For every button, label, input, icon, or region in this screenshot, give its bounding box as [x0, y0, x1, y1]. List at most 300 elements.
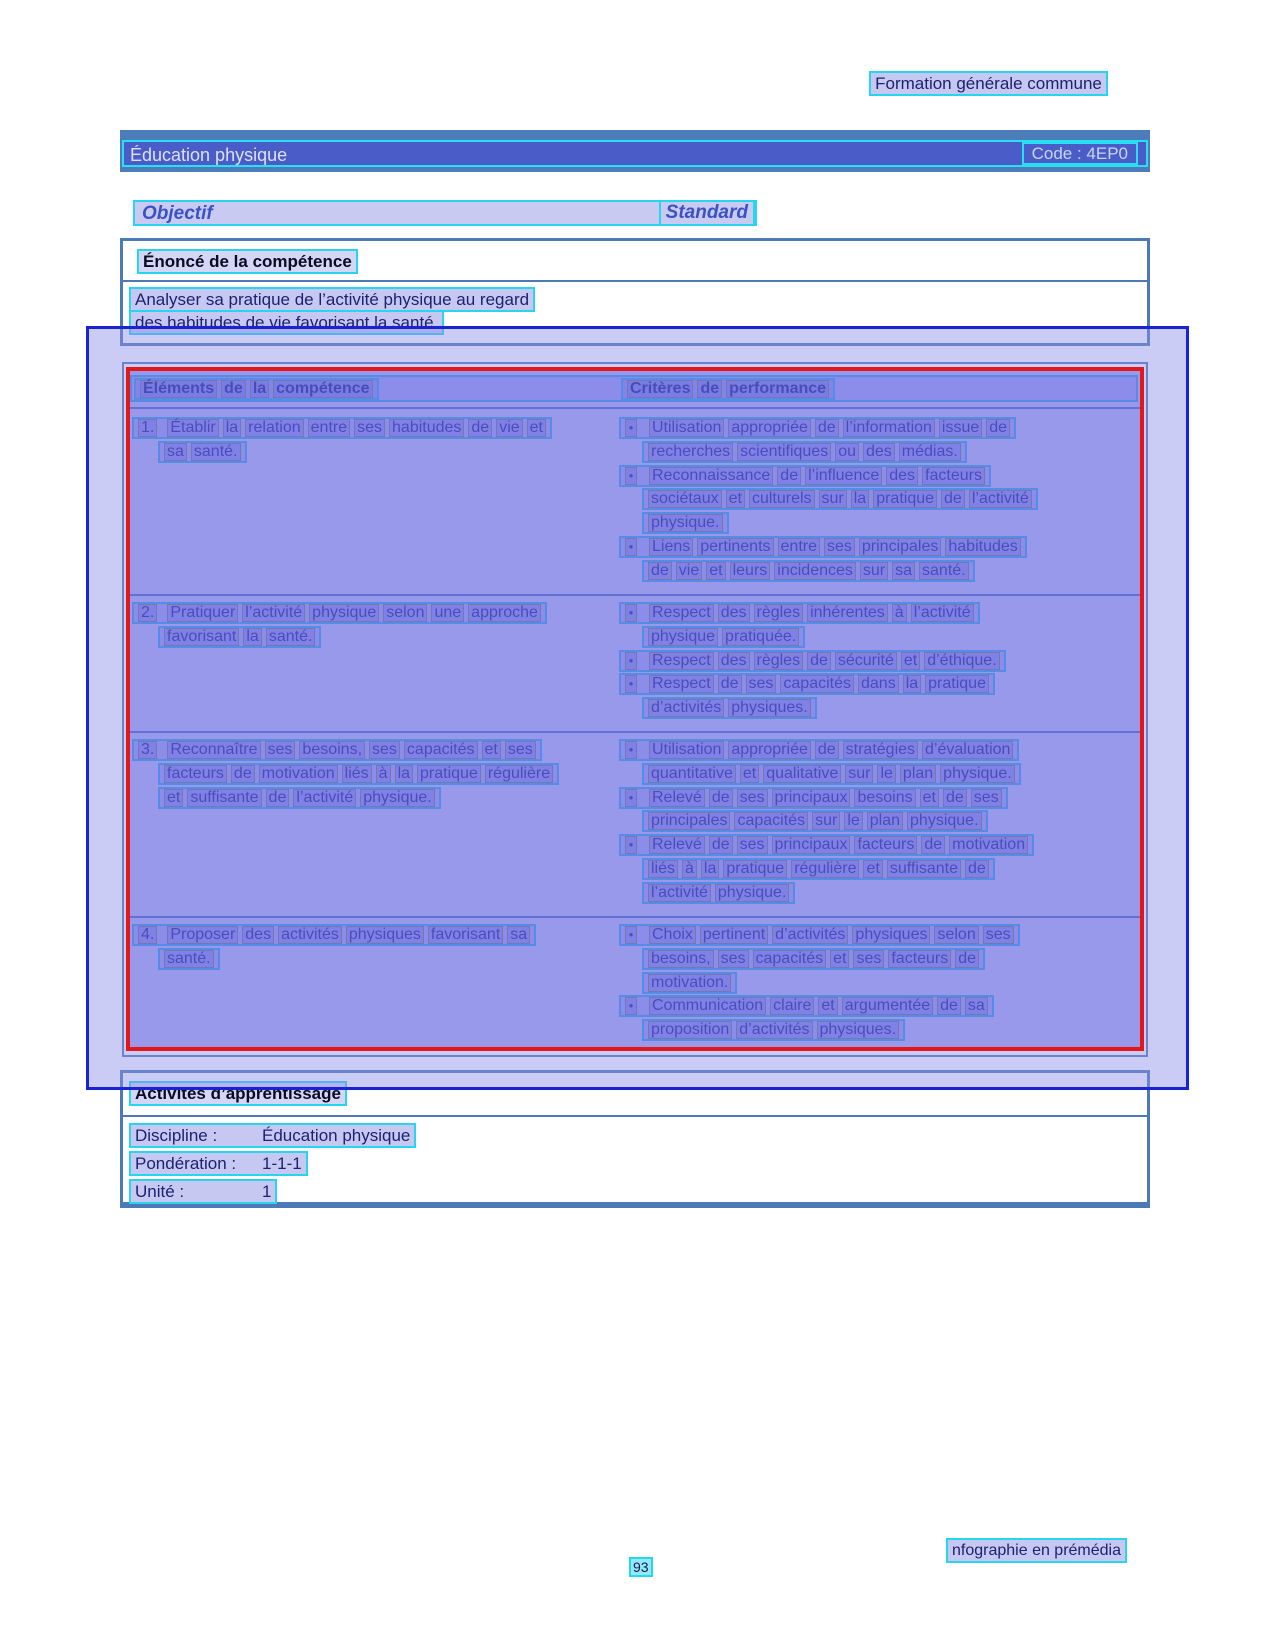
- footer-wrap: [943, 1538, 1130, 1563]
- ocr-line-band: [132, 602, 547, 624]
- ocr-word: santé.: [266, 628, 316, 646]
- ocr-word: la: [851, 490, 869, 508]
- ocr-word: et: [482, 741, 501, 759]
- ocr-line-band: [642, 882, 795, 904]
- ocr-line: [619, 560, 1139, 584]
- ocr-word: la: [903, 675, 921, 693]
- objectif-label: Objectif: [142, 203, 213, 224]
- ocr-line: [621, 378, 835, 402]
- row-separator: [127, 731, 1143, 733]
- ocr-word: capacités: [780, 675, 854, 693]
- ocr-word: physiques: [852, 926, 930, 944]
- ocr-line-band: [619, 417, 1016, 439]
- ocr-word: besoins,: [299, 741, 365, 759]
- ocr-word: régulière: [791, 860, 859, 878]
- ocr-word: capacités: [753, 950, 827, 968]
- ocr-word: habitudes: [945, 538, 1020, 556]
- ocr-word: Respect: [649, 652, 714, 670]
- criteria-cell: [619, 602, 1139, 721]
- ocr-word: Utilisation: [649, 419, 724, 437]
- ocr-line-band: [158, 626, 321, 648]
- ocr-word: ses: [354, 419, 385, 437]
- ocr-word: sur: [860, 562, 888, 580]
- ocr-word: relation: [245, 419, 303, 437]
- ocr-line-band: [621, 378, 835, 400]
- ocr-word: de: [921, 836, 945, 854]
- ocr-word: Éléments: [140, 380, 217, 398]
- ocr-line: [619, 697, 1139, 721]
- row-separator: [127, 407, 1143, 409]
- ocr-word: vie: [496, 419, 522, 437]
- ocr-word: physique.: [648, 514, 723, 532]
- ocr-line-band: [158, 787, 441, 809]
- ocr-word: physique.: [907, 812, 982, 830]
- ocr-word: et: [863, 860, 882, 878]
- ocr-line: [619, 1019, 1139, 1043]
- unite-value: 1: [262, 1182, 272, 1201]
- ocr-word: selon: [383, 604, 427, 622]
- bullet-icon: •: [625, 467, 637, 485]
- ocr-line-band: [642, 697, 817, 719]
- ocr-word: Utilisation: [649, 741, 724, 759]
- ocr-word: santé.: [191, 443, 241, 461]
- ocr-line-band: [619, 834, 1034, 856]
- ocr-word: la: [223, 419, 241, 437]
- bullet-icon: •: [625, 997, 637, 1015]
- ocr-word: la: [395, 765, 413, 783]
- ocr-line: [619, 763, 1139, 787]
- ocr-word: pratique: [723, 860, 787, 878]
- bullet-icon: •: [625, 789, 637, 807]
- discipline-label: Discipline :: [135, 1126, 218, 1145]
- ocr-word: Établir: [167, 419, 218, 437]
- ocr-line: [619, 536, 1139, 560]
- ocr-word: physiques.: [817, 1021, 900, 1039]
- ocr-word: et: [164, 789, 183, 807]
- ocr-word: pertinents: [697, 538, 773, 556]
- ocr-line: [619, 995, 1139, 1019]
- ocr-word: pratiquée.: [722, 628, 799, 646]
- ocr-word: facteurs: [164, 765, 227, 783]
- row-separator: [127, 916, 1143, 918]
- ocr-word: issue: [939, 419, 982, 437]
- ocr-word: règles: [754, 652, 804, 670]
- ocr-word: entre: [308, 419, 350, 437]
- criteria-cell: [619, 417, 1139, 584]
- ocr-word: ses: [505, 741, 536, 759]
- ocr-line-band: [158, 948, 220, 970]
- item-number: 1.: [138, 419, 157, 437]
- ocr-word: règles: [754, 604, 804, 622]
- bullet-icon: •: [625, 604, 637, 622]
- ocr-line: [132, 948, 612, 972]
- ocr-word: physique.: [715, 884, 790, 902]
- ocr-word: approche: [468, 604, 541, 622]
- ocr-line: [619, 417, 1139, 441]
- document-title: Éducation physique: [130, 145, 288, 165]
- ocr-word: leurs: [730, 562, 771, 580]
- element-cell: [132, 417, 612, 465]
- ocr-word: de: [807, 652, 831, 670]
- ocr-word: Liens: [649, 538, 693, 556]
- ocr-line-band: [132, 924, 536, 946]
- row-separator: [127, 594, 1143, 596]
- ocr-line-band: [642, 948, 985, 970]
- ocr-word: sociétaux: [648, 490, 722, 508]
- eyebrow-wrap: [837, 71, 1140, 96]
- ocr-word: culturels: [749, 490, 815, 508]
- ocr-line: [132, 924, 612, 948]
- ocr-word: dans: [858, 675, 899, 693]
- ocr-line-band: [619, 536, 1027, 558]
- ocr-word: ses: [369, 741, 400, 759]
- ocr-line-band: [642, 560, 975, 582]
- ocr-word: physiques: [346, 926, 424, 944]
- ocr-word: performance: [726, 380, 829, 398]
- ocr-word: médias.: [899, 443, 961, 461]
- table-header-band: [130, 375, 1138, 402]
- ocr-word: et: [830, 950, 849, 968]
- ocr-word: sur: [812, 812, 840, 830]
- ocr-line-band: [619, 787, 1008, 809]
- enonce-line: Analyser sa pratique de l’activité physique au regard: [129, 287, 535, 312]
- ocr-word: et: [726, 490, 745, 508]
- ocr-word: Pratiquer: [167, 604, 238, 622]
- ocr-word: de: [937, 997, 961, 1015]
- ocr-line: [619, 512, 1139, 536]
- ocr-word: motivation.: [648, 974, 731, 992]
- ocr-line: [619, 948, 1139, 972]
- bullet-icon: •: [625, 538, 637, 556]
- enonce-separator: [123, 280, 1147, 282]
- ocr-line-band: [619, 465, 991, 487]
- ocr-word: favorisant: [164, 628, 239, 646]
- ocr-word: de: [815, 419, 839, 437]
- ocr-word: appropriée: [728, 741, 811, 759]
- ocr-word: sa: [164, 443, 187, 461]
- ocr-word: capacités: [404, 741, 478, 759]
- ocr-word: d’évaluation: [922, 741, 1013, 759]
- ocr-word: l’information: [843, 419, 935, 437]
- ocr-word: favorisant: [428, 926, 503, 944]
- ocr-word: sa: [965, 997, 988, 1015]
- ocr-word: besoins,: [648, 950, 714, 968]
- ocr-word: Reconnaissance: [649, 467, 773, 485]
- ocr-word: à: [682, 860, 697, 878]
- ocr-line: [132, 763, 612, 787]
- ocr-line-band: [619, 739, 1019, 761]
- item-number: 3.: [138, 741, 157, 759]
- ocr-word: à: [376, 765, 391, 783]
- ocr-word: Relevé: [649, 789, 705, 807]
- ocr-word: le: [877, 765, 895, 783]
- ocr-word: physique: [309, 604, 379, 622]
- ocr-word: des: [718, 652, 750, 670]
- ocr-line-band: [619, 650, 1006, 672]
- ocr-line-band: [642, 441, 967, 463]
- ocr-word: sa: [507, 926, 530, 944]
- ocr-word: besoins: [854, 789, 915, 807]
- ocr-word: principales: [648, 812, 730, 830]
- ocr-word: vie: [676, 562, 702, 580]
- ocr-word: de: [955, 950, 979, 968]
- ocr-word: activités: [278, 926, 342, 944]
- ocr-word: santé.: [164, 950, 214, 968]
- ocr-word: habitudes: [389, 419, 464, 437]
- ocr-word: proposition: [648, 1021, 732, 1039]
- ocr-line: [619, 626, 1139, 650]
- ocr-word: scientifiques: [737, 443, 831, 461]
- ocr-word: de: [709, 789, 733, 807]
- ocr-word: de: [986, 419, 1010, 437]
- ocr-word: Communication: [649, 997, 766, 1015]
- ocr-line: [619, 441, 1139, 465]
- ocr-line: [132, 602, 612, 626]
- enonce-line: des habitudes de vie favorisant la santé.: [129, 310, 444, 335]
- ocr-word: et: [527, 419, 546, 437]
- ocr-line-band: [642, 512, 729, 534]
- ocr-word: physiques.: [728, 699, 811, 717]
- enonce-box: [120, 238, 1150, 346]
- item-number: 4.: [138, 926, 157, 944]
- ocr-line-band: [132, 739, 542, 761]
- ocr-word: de: [815, 741, 839, 759]
- table-header-elements: [134, 378, 379, 402]
- ocr-word: physique.: [360, 789, 435, 807]
- ocr-word: argumentée: [842, 997, 933, 1015]
- criteria-cell: [619, 924, 1139, 1043]
- activites-box: [120, 1070, 1150, 1208]
- ocr-word: ses: [737, 789, 768, 807]
- ocr-word: de: [965, 860, 989, 878]
- ocr-line: [619, 882, 1139, 906]
- element-cell: [132, 602, 612, 650]
- ocr-line: [619, 465, 1139, 489]
- ocr-word: de: [221, 380, 246, 398]
- ocr-word: d’éthique.: [924, 652, 999, 670]
- ocr-word: la: [243, 628, 261, 646]
- ocr-word: pratique: [873, 490, 937, 508]
- ocr-word: principaux: [772, 789, 851, 807]
- ocr-word: de: [648, 562, 672, 580]
- ocr-line: [619, 488, 1139, 512]
- ocr-word: de: [709, 836, 733, 854]
- ocr-line: [132, 441, 612, 465]
- ocr-word: et: [706, 562, 725, 580]
- ocr-word: ses: [718, 950, 749, 968]
- item-number: 2.: [138, 604, 157, 622]
- ocr-word: ses: [746, 675, 777, 693]
- bullet-icon: •: [625, 926, 637, 944]
- ocr-word: pratique: [417, 765, 481, 783]
- ocr-word: Reconnaître: [167, 741, 260, 759]
- ocr-word: physique: [648, 628, 718, 646]
- ocr-word: inhérentes: [807, 604, 888, 622]
- ocr-word: motivation: [259, 765, 338, 783]
- ocr-word: ou: [835, 443, 859, 461]
- table-header-criteres: [621, 378, 835, 402]
- ocr-word: sur: [819, 490, 847, 508]
- ocr-word: pratique: [925, 675, 989, 693]
- bullet-icon: •: [625, 675, 637, 693]
- ocr-word: l’activité: [969, 490, 1032, 508]
- ocr-word: ses: [971, 789, 1002, 807]
- column-headers-band: [133, 200, 757, 226]
- ocr-word: appropriée: [728, 419, 811, 437]
- ocr-word: Proposer: [167, 926, 238, 944]
- ocr-word: Respect: [649, 604, 714, 622]
- ocr-line-band: [642, 1019, 905, 1041]
- ocr-word: d’activités: [772, 926, 848, 944]
- ocr-word: l’activité: [911, 604, 974, 622]
- ocr-word: liés: [342, 765, 372, 783]
- ocr-word: des: [863, 443, 895, 461]
- unite-row: [129, 1179, 277, 1204]
- ocr-word: motivation: [949, 836, 1028, 854]
- ocr-line-band: [619, 673, 995, 695]
- ocr-word: des: [718, 604, 750, 622]
- ocr-word: pertinent: [700, 926, 768, 944]
- ocr-line-band: [134, 378, 379, 400]
- ocr-word: de: [718, 675, 742, 693]
- ocr-line: [619, 834, 1139, 858]
- ocr-word: l’activité: [293, 789, 356, 807]
- ocr-word: ses: [983, 926, 1014, 944]
- ocr-word: ses: [265, 741, 296, 759]
- ponderation-label: Pondération :: [135, 1154, 237, 1173]
- ocr-line: [619, 602, 1139, 626]
- ocr-word: Relevé: [649, 836, 705, 854]
- ocr-line-band: [158, 441, 247, 463]
- bullet-icon: •: [625, 741, 637, 759]
- ocr-line-band: [642, 763, 1021, 785]
- bullet-icon: •: [625, 419, 637, 437]
- discipline-row: [129, 1123, 416, 1148]
- ocr-word: de: [777, 467, 801, 485]
- ocr-line: [619, 787, 1139, 811]
- ocr-word: principales: [859, 538, 941, 556]
- ocr-word: l’influence: [805, 467, 882, 485]
- ocr-line-band: [619, 924, 1020, 946]
- ocr-word: et: [901, 652, 920, 670]
- ocr-line-band: [158, 763, 559, 785]
- ocr-line-band: [642, 488, 1038, 510]
- ocr-word: Critères: [627, 380, 693, 398]
- ocr-word: des: [886, 467, 918, 485]
- standard-label: Standard: [659, 200, 755, 226]
- ocr-line: [132, 417, 612, 441]
- criteria-cell: [619, 739, 1139, 906]
- ocr-word: incidences: [774, 562, 856, 580]
- ocr-word: facteurs: [854, 836, 917, 854]
- ocr-word: des: [242, 926, 274, 944]
- discipline-value: Éducation physique: [262, 1126, 411, 1145]
- ocr-word: claire: [770, 997, 814, 1015]
- ocr-word: sa: [892, 562, 915, 580]
- ocr-word: Choix: [649, 926, 696, 944]
- ocr-word: et: [740, 765, 759, 783]
- ocr-word: quantitative: [648, 765, 736, 783]
- ocr-word: recherches: [648, 443, 733, 461]
- ocr-word: stratégies: [843, 741, 918, 759]
- ocr-word: de: [941, 490, 965, 508]
- ocr-word: principaux: [772, 836, 851, 854]
- bullet-icon: •: [625, 652, 637, 670]
- ocr-line: [132, 787, 612, 811]
- ocr-line-band: [642, 858, 995, 880]
- ocr-word: l’activité: [242, 604, 305, 622]
- ocr-word: plan: [867, 812, 903, 830]
- ocr-word: ses: [737, 836, 768, 854]
- ocr-word: suffisante: [887, 860, 961, 878]
- ocr-word: Respect: [649, 675, 714, 693]
- enonce-title: Énoncé de la compétence: [137, 249, 358, 274]
- ocr-word: de: [231, 765, 255, 783]
- ponderation-row: [129, 1151, 308, 1176]
- header-bar-highlight: [122, 140, 1148, 167]
- ocr-word: qualitative: [763, 765, 841, 783]
- page-number: 93: [629, 1557, 653, 1577]
- ocr-word: physique.: [940, 765, 1015, 783]
- ocr-word: santé.: [919, 562, 969, 580]
- ocr-word: une: [431, 604, 464, 622]
- ocr-word: entre: [778, 538, 820, 556]
- ocr-word: facteurs: [922, 467, 985, 485]
- ocr-word: le: [844, 812, 862, 830]
- course-code: Code : 4EP0: [1022, 142, 1138, 165]
- ocr-line: [619, 739, 1139, 763]
- header-bar: [120, 130, 1150, 172]
- ocr-line: [619, 972, 1139, 996]
- ocr-word: à: [892, 604, 907, 622]
- activites-title: Activités d’apprentissage: [129, 1081, 347, 1106]
- ocr-word: suffisante: [187, 789, 261, 807]
- ocr-word: sécurité: [835, 652, 897, 670]
- ocr-word: capacités: [734, 812, 808, 830]
- ocr-word: de: [943, 789, 967, 807]
- competence-table: [122, 362, 1148, 1057]
- ocr-line-band: [619, 995, 994, 1017]
- ocr-word: selon: [934, 926, 978, 944]
- ocr-line: [132, 626, 612, 650]
- ocr-line-band: [642, 810, 988, 832]
- ocr-word: de: [266, 789, 290, 807]
- ponderation-value: 1-1-1: [262, 1154, 302, 1173]
- ocr-word: compétence: [273, 380, 372, 398]
- ocr-line-band: [132, 417, 552, 439]
- element-cell: [132, 924, 612, 972]
- ocr-line: [619, 924, 1139, 948]
- eyebrow-text: Formation générale commune: [869, 71, 1108, 96]
- ocr-word: et: [920, 789, 939, 807]
- ocr-word: la: [701, 860, 719, 878]
- ocr-word: ses: [853, 950, 884, 968]
- ocr-word: facteurs: [888, 950, 951, 968]
- ocr-word: la: [250, 380, 269, 398]
- ocr-word: plan: [900, 765, 936, 783]
- footer-text: nfographie en prémédia: [946, 1538, 1127, 1563]
- ocr-line: [619, 650, 1139, 674]
- ocr-word: de: [697, 380, 722, 398]
- activites-separator: [123, 1115, 1147, 1117]
- ocr-word: de: [468, 419, 492, 437]
- ocr-word: l’activité: [648, 884, 711, 902]
- ocr-word: ses: [824, 538, 855, 556]
- ocr-line-band: [619, 602, 980, 624]
- ocr-word: d’activités: [648, 699, 724, 717]
- ocr-line: [132, 739, 612, 763]
- ocr-line: [619, 673, 1139, 697]
